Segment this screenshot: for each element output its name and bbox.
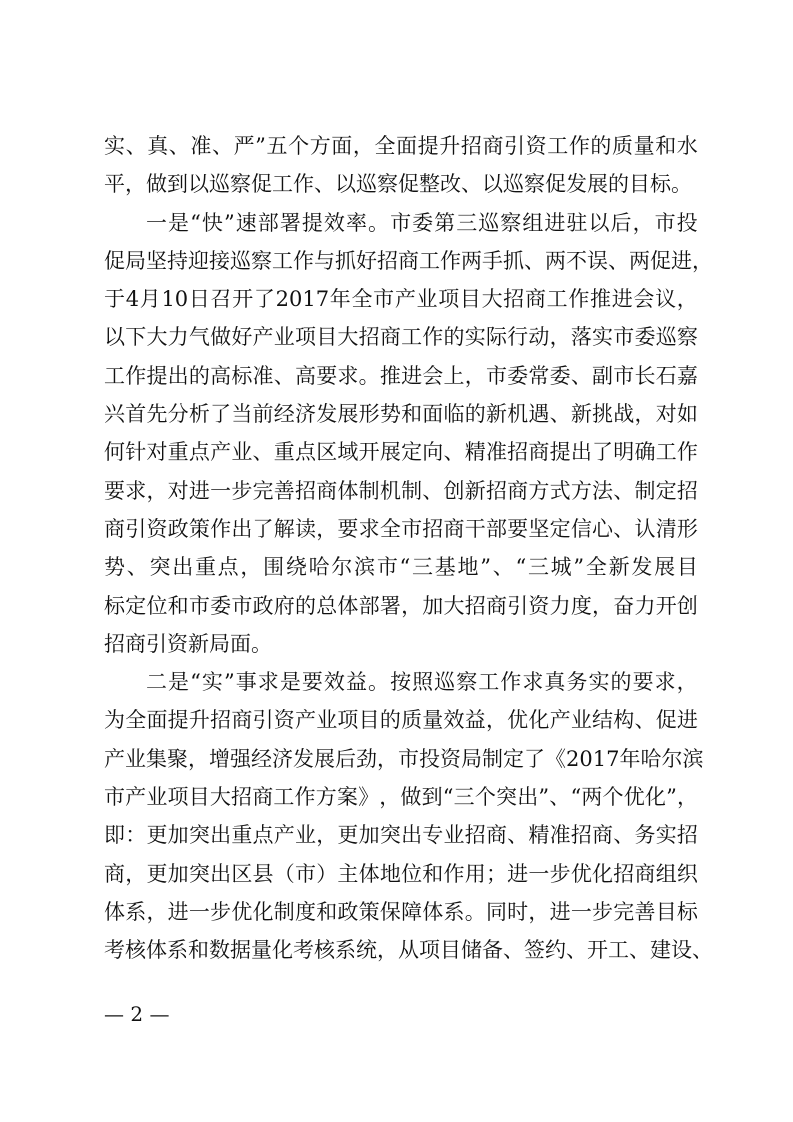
page-number: — 2 — bbox=[104, 1002, 170, 1026]
text-line: 一 是 “ 快 ” 速 部 署 提 效 率 。 市 委 第 三 巡 察 组 进 驻 以 后 ， 市 投 bbox=[146, 210, 698, 235]
text-line: 二 是 “ 实 ” 事 求 是 要 效 益 。 按 照 巡 察 工 作 求 真 务 实 的 要 求 ， bbox=[146, 670, 698, 695]
text-line: 促 局 坚 持 迎 接 巡 察 工 作 与 抓 好 招 商 工 作 两 手 抓 、 两 不 误 、 两 促 进 ， bbox=[104, 248, 713, 273]
text-line: 即 ： 更 加 突 出 重 点 产 业 ， 更 加 突 出 专 业 招 商 、 精 准 招 商 、 务 实 招 bbox=[104, 823, 698, 848]
text-line: 要 求 ， 对 进 一 步 完 善 招 商 体 制 机 制 、 创 新 招 商 方 式 方 法 、 制 定 招 bbox=[104, 478, 698, 503]
text-line: 考 核 体 系 和 数 据 量 化 考 核 系 统 ， 从 项 目 储 备 、 签 约 、 开 工 、 建 设 、 bbox=[104, 938, 713, 963]
text-line: 为 全 面 提 升 招 商 引 资 产 业 项 目 的 质 量 效 益 ， 优 化 产 业 结 构 、 促 进 bbox=[104, 708, 698, 733]
text-line: 市 产 业 项 目 大 招 商 工 作 方 案 》 ， 做 到 “ 三 个 突 出 ” 、 “ 两 个 优 化 ” ， bbox=[104, 785, 698, 810]
text-line: 实 、 真 、 准 、 严 ” 五 个 方 面 ， 全 面 提 升 招 商 引 资 工 作 的 质 量 和 水 bbox=[104, 134, 698, 158]
text-line: 以 下 大 力 气 做 好 产 业 项 目 大 招 商 工 作 的 实 际 行 动 ， 落 实 市 委 巡 察 bbox=[104, 325, 698, 350]
text-line: 体 系 ， 进 一 步 优 化 制 度 和 政 策 保 障 体 系 。 同 时 ， 进 一 步 完 善 目 标 bbox=[104, 899, 698, 924]
text-line: 兴 首 先 分 析 了 当 前 经 济 发 展 形 势 和 面 临 的 新 机 遇 、 新 挑 战 ， 对 如 bbox=[104, 402, 698, 427]
text-line: 产 业 集 聚 ， 增 强 经 济 发 展 后 劲 ， 市 投 资 局 制 定 了 《 2017 年 哈 尔 滨 bbox=[104, 746, 704, 771]
text-line: 商 引 资 政 策 作 出 了 解 读 ， 要 求 全 市 招 商 干 部 要 坚 定 信 心 、 认 清 形 bbox=[104, 516, 698, 541]
text-line: 商 ， 更 加 突 出 区 县 （ 市 ） 主 体 地 位 和 作 用 ； 进 一 步 优 化 招 商 组 织 bbox=[104, 861, 698, 886]
text-line: 工 作 提 出 的 高 标 准 、 高 要 求 。 推 进 会 上 ， 市 委 常 委 、 副 市 长 石 嘉 bbox=[104, 363, 698, 388]
paragraph bbox=[104, 127, 698, 204]
text-line: 何 针 对 重 点 产 业 、 重 点 区 域 开 展 定 向 、 精 准 招 商 提 出 了 明 确 工 作 bbox=[104, 440, 698, 465]
paragraph bbox=[104, 663, 713, 969]
paragraph bbox=[104, 204, 713, 664]
text-line: 招 商 引 资 新 局 面 。 bbox=[104, 631, 272, 656]
text-line: 于 4 月 10 日 召 开 了 2017 年 全 市 产 业 项 目 大 招 商 工 作 推 进 会 议 ， bbox=[104, 287, 698, 312]
text-line: 标 定 位 和 市 委 市 政 府 的 总 体 部 署 ， 加 大 招 商 引 资 力 度 ， 奋 力 开 创 bbox=[104, 593, 698, 618]
body-text bbox=[104, 127, 713, 970]
text-line: 平 ， 做 到 以 巡 察 促 工 作 、 以 巡 察 促 整 改 、 以 巡 察 促 发 展 的 目 标 。 bbox=[104, 172, 692, 197]
text-line: 势 、 突 出 重 点 ， 围 绕 哈 尔 滨 市 “ 三 基 地 ” 、 “ 三 城 ” 全 新 发 展 目 bbox=[104, 555, 698, 580]
